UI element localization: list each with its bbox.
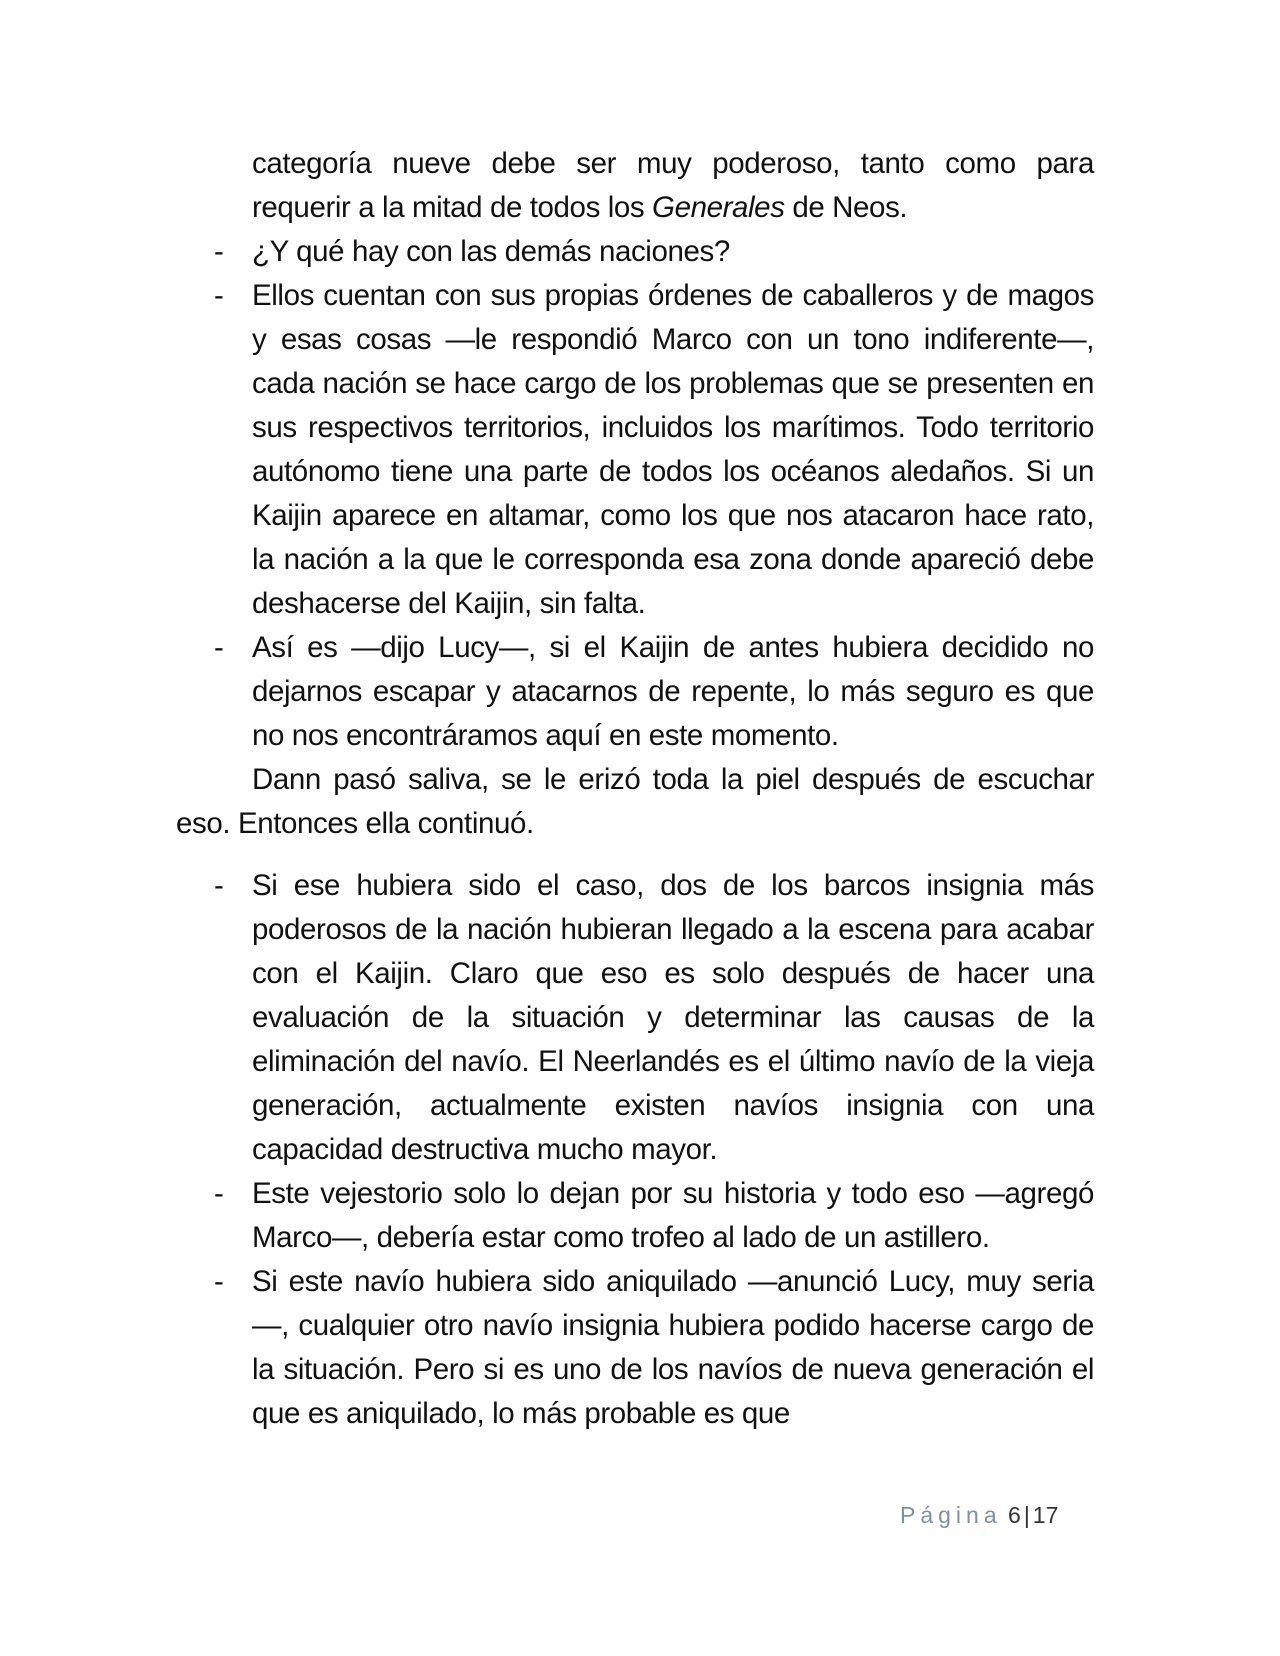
dialogue-dash: - xyxy=(214,1265,224,1298)
text-run: de Neos. xyxy=(784,191,908,224)
page-separator: | xyxy=(1023,1502,1030,1528)
dialogue-line xyxy=(176,626,1094,758)
text-run: categoría nueve debe ser muy poderoso, tanto como para requerir a la mitad de todos los xyxy=(252,147,1094,224)
dialogue-text: Si ese hubiera sido el caso, dos de los barcos insignia más poderosos de la nación hubieran llegado a la escena para acabar con el Kaijin. Claro que eso es solo después de hacer una evaluación de la situación y determinar las causas de la eliminación del navío. El Neerlandés es el último navío de la vieja generación, actualmente existen navíos insignia con una capacidad destructiva mucho mayor. xyxy=(252,869,1094,1166)
paragraph-spacer xyxy=(176,846,1094,864)
dialogue-text: Así es —dijo Lucy—, si el Kaijin de antes hubiera decidido no dejarnos escapar y atacarnos de repente, lo más seguro es que no nos encontráramos aquí en este momento. xyxy=(252,631,1094,752)
dialogue-dash: - xyxy=(214,869,224,902)
dialogue-text: Ellos cuentan con sus propias órdenes de caballeros y de magos y esas cosas —le respondió Marco con un tono indiferente—, cada nación se hace cargo de los problemas que se presenten en sus respectivos territorios, incluidos los marítimos. Todo territorio autónomo tiene una parte de todos los océanos aledaños. Si un Kaijin aparece en altamar, como los que nos atacaron hace rato, la nación a la que le corresponda esa zona donde apareció debe deshacerse del Kaijin, sin falta. xyxy=(252,279,1094,620)
dialogue-dash: - xyxy=(214,1177,224,1210)
page-number: 6 xyxy=(1008,1502,1021,1528)
page-footer xyxy=(900,1502,1058,1529)
dialogue-line xyxy=(176,864,1094,1172)
dialogue-text: Este vejestorio solo lo dejan por su historia y todo eso —agregó Marco—, debería estar como trofeo al lado de un astillero. xyxy=(252,1177,1094,1254)
page-total: 17 xyxy=(1032,1502,1059,1528)
narrative-paragraph: Dann pasó saliva, se le erizó toda la piel después de escuchar eso. Entonces ella continuó. xyxy=(176,763,1094,840)
body-text xyxy=(176,142,1094,1436)
dialogue-line xyxy=(176,1260,1094,1436)
page-label: Página xyxy=(900,1502,1002,1528)
dialogue-text: ¿Y qué hay con las demás naciones? xyxy=(252,235,730,268)
dialogue-line xyxy=(176,230,1094,274)
dialogue-dash: - xyxy=(214,279,224,312)
dialogue-dash: - xyxy=(214,235,224,268)
dialogue-line xyxy=(176,1172,1094,1260)
dialogue-text: Si este navío hubiera sido aniquilado —anunció Lucy, muy seria—, cualquier otro navío insignia hubiera podido hacerse cargo de la situación. Pero si es uno de los navíos de nueva generación el que es aniquilado, lo más probable es que xyxy=(252,1265,1094,1430)
dialogue-dash: - xyxy=(214,631,224,664)
continuation-paragraph xyxy=(176,142,1094,230)
dialogue-line xyxy=(176,274,1094,626)
italic-term: Generales xyxy=(652,191,785,224)
